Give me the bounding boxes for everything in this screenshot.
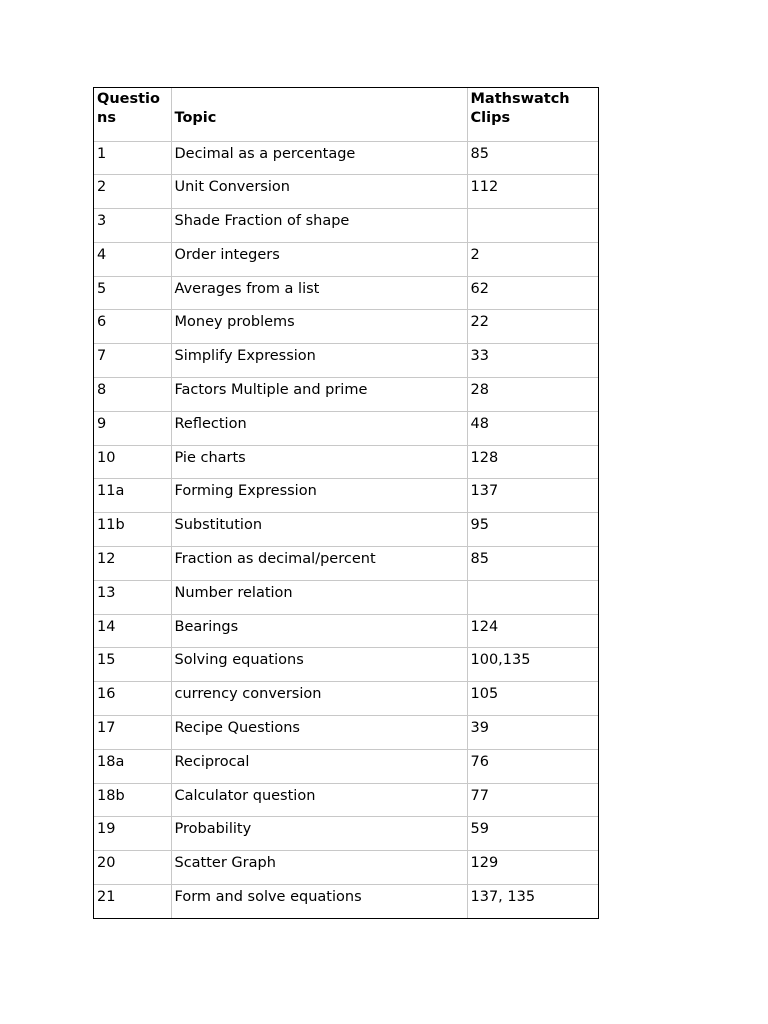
cell-clips: 77 (467, 783, 598, 817)
table-body (94, 141, 598, 918)
cell-question: 21 (94, 885, 171, 919)
cell-clips: 62 (467, 276, 598, 310)
cell-clips: 137, 135 (470, 889, 536, 906)
table-row (94, 310, 598, 344)
cell-clips: 85 (467, 547, 598, 581)
cell-question: 18a (94, 749, 171, 783)
table-row (94, 411, 598, 445)
table-row (94, 479, 598, 513)
cell-topic: Calculator question (171, 783, 467, 817)
cell-question: 11a (94, 479, 171, 513)
cell-question: 5 (94, 276, 171, 310)
table-row (94, 175, 598, 209)
cell-clips: 2 (467, 242, 598, 276)
cell-question: 7 (94, 344, 171, 378)
table-row (94, 378, 598, 412)
cell-topic: Solving equations (171, 648, 467, 682)
cell-question: 14 (94, 614, 171, 648)
cell-question: 15 (94, 648, 171, 682)
cell-topic: Unit Conversion (171, 175, 467, 209)
cell-clips: 100,135 (467, 648, 598, 682)
cell-topic: Form and solve equations (171, 885, 467, 919)
cell-topic: Probability (171, 817, 467, 851)
cell-clips (467, 209, 598, 243)
cell-clips: 85 (467, 141, 598, 175)
table-row (94, 682, 598, 716)
table-row (94, 885, 598, 919)
cell-topic: Number relation (171, 580, 467, 614)
cell-topic: Averages from a list (171, 276, 467, 310)
table-row (94, 749, 598, 783)
table-row (94, 580, 598, 614)
cell-topic: Forming Expression (171, 479, 467, 513)
cell-topic: currency conversion (171, 682, 467, 716)
cell-clips: 28 (467, 378, 598, 412)
cell-clips: 124 (467, 614, 598, 648)
cell-question: 6 (94, 310, 171, 344)
cell-topic: Recipe Questions (171, 716, 467, 750)
table-row (94, 716, 598, 750)
cell-question: 10 (94, 445, 171, 479)
cell-topic: Scatter Graph (171, 851, 467, 885)
cell-question: 17 (94, 716, 171, 750)
cell-clips: 137 (467, 479, 598, 513)
header-mathswatch-clips: Mathswatch Clips (467, 88, 598, 141)
header-topic: Topic (171, 88, 467, 141)
cell-topic: Reflection (171, 411, 467, 445)
cell-question: 9 (94, 411, 171, 445)
cell-question: 2 (94, 175, 171, 209)
table-row (94, 817, 598, 851)
cell-question: 19 (94, 817, 171, 851)
cell-topic: Fraction as decimal/percent (171, 547, 467, 581)
table-header (94, 88, 598, 141)
cell-question: 1 (94, 141, 171, 175)
cell-question: 18b (94, 783, 171, 817)
table-row (94, 513, 598, 547)
cell-question: 12 (94, 547, 171, 581)
cell-clips: 22 (467, 310, 598, 344)
cell-clips: 48 (467, 411, 598, 445)
cell-clips: 59 (467, 817, 598, 851)
cell-clips: 33 (467, 344, 598, 378)
cell-question: 3 (94, 209, 171, 243)
cell-question: 8 (94, 378, 171, 412)
table-row (94, 783, 598, 817)
table-row (94, 344, 598, 378)
cell-question: 13 (94, 580, 171, 614)
cell-clips: 112 (467, 175, 598, 209)
cell-topic: Bearings (171, 614, 467, 648)
table-row (94, 547, 598, 581)
table-row (94, 851, 598, 885)
cell-topic: Factors Multiple and prime (171, 378, 467, 412)
cell-clips: 129 (467, 851, 598, 885)
cell-topic: Shade Fraction of shape (171, 209, 467, 243)
cell-clips: 105 (467, 682, 598, 716)
topic-table (94, 88, 598, 918)
cell-question: 20 (94, 851, 171, 885)
cell-topic: Decimal as a percentage (171, 141, 467, 175)
table-row (94, 242, 598, 276)
header-questions: Questions (94, 88, 171, 141)
table-row (94, 445, 598, 479)
cell-topic: Order integers (171, 242, 467, 276)
cell-question: 11b (94, 513, 171, 547)
table-row (94, 141, 598, 175)
cell-clips: 76 (467, 749, 598, 783)
cell-topic: Substitution (171, 513, 467, 547)
cell-topic: Reciprocal (171, 749, 467, 783)
topic-table-sheet (93, 87, 599, 919)
table-row (94, 209, 598, 243)
cell-topic: Pie charts (171, 445, 467, 479)
table-row (94, 276, 598, 310)
table-row (94, 648, 598, 682)
cell-topic: Simplify Expression (171, 344, 467, 378)
header-row (94, 88, 598, 141)
table-row (94, 614, 598, 648)
cell-clips: 95 (467, 513, 598, 547)
cell-clips (467, 580, 598, 614)
cell-clips: 39 (467, 716, 598, 750)
cell-clips: 128 (467, 445, 598, 479)
cell-topic: Money problems (171, 310, 467, 344)
cell-question: 4 (94, 242, 171, 276)
cell-question: 16 (94, 682, 171, 716)
